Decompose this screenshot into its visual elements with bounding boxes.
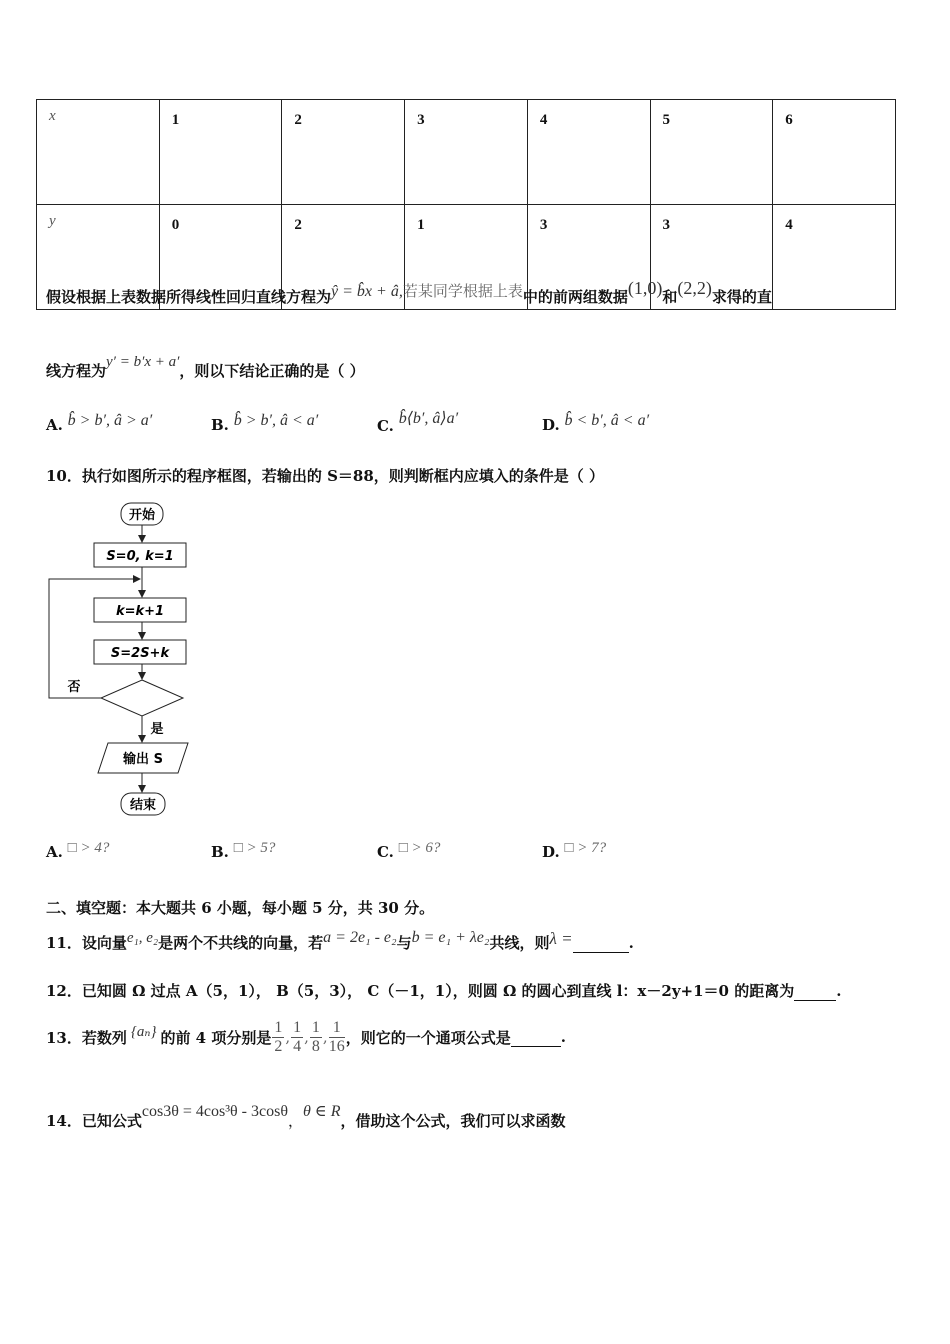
q11-vectors: e₁, e₂ (126, 930, 159, 946)
q9-option-b[interactable] (211, 412, 319, 435)
q10-option-c[interactable] (377, 840, 441, 862)
q9-and: 和 (662, 288, 678, 306)
q14-prefix: 14．已知公式 (46, 1112, 142, 1130)
option-label: A. (46, 416, 63, 434)
q9-option-d[interactable] (542, 412, 650, 435)
table-cell: 4 (773, 205, 896, 310)
option-text: □ > 6? (398, 840, 441, 856)
table-cell: y (37, 205, 160, 310)
q9-line1 (46, 278, 772, 307)
q9-line1-mid: 中的前两组数据 (522, 288, 628, 306)
option-label: B. (211, 843, 229, 861)
flow-step2-label: S=2S+k (110, 646, 170, 661)
option-label: D. (542, 843, 560, 861)
q9-line1-suffix: 求得的直 (711, 288, 772, 306)
q9-line2-prefix: 线方程为 (46, 362, 107, 380)
q13-sequence: {aₙ} (130, 1023, 157, 1040)
flow-no-label: 否 (67, 680, 81, 695)
q10-text: 10．执行如图所示的程序框图，若输出的 S＝88，则判断框内应填入的条件是（ ） (46, 467, 605, 485)
section-heading: 二、填空题：本大题共 6 小题，每小题 5 分，共 30 分。 (46, 899, 435, 917)
option-text: □ > 4? (67, 840, 110, 856)
q11-mid3: 共线，则 (489, 934, 550, 952)
table-cell: 2 (282, 100, 405, 205)
q12 (46, 980, 841, 1001)
q10-option-d[interactable] (542, 840, 607, 862)
q14-formula: cos3θ = 4cos³θ - 3cosθ (141, 1103, 288, 1120)
q9-gray-text: 若某同学根据上表 (402, 282, 523, 300)
flow-start-label: 开始 (128, 508, 156, 523)
q11-mid2: 与 (396, 934, 412, 952)
q9-option-a[interactable] (46, 412, 153, 435)
table-cell: 2 (282, 205, 405, 310)
answer-blank[interactable] (794, 1000, 836, 1001)
answer-blank[interactable] (573, 952, 629, 953)
table-cell: 3 (650, 205, 773, 310)
option-text: b̂ > b′, â < a′ (233, 412, 319, 429)
q13-mid: 的前 4 项分别是 (160, 1028, 272, 1047)
q11-eq-a: a = 2e₁ - e₂ (323, 929, 397, 946)
q10-option-a[interactable] (46, 840, 110, 862)
option-label: C. (377, 417, 394, 435)
table-cell: 3 (527, 205, 650, 310)
flow-decision-node (101, 680, 183, 716)
table-row (37, 100, 896, 205)
table-cell: 1 (159, 100, 282, 205)
q14-suffix: ，借助这个公式，我们可以求函数 (340, 1112, 566, 1130)
answer-blank[interactable] (511, 1028, 561, 1047)
table-cell: 3 (405, 100, 528, 205)
option-text: □ > 5? (233, 840, 276, 856)
q11-lambda: λ = (549, 929, 573, 948)
data-table (36, 99, 896, 310)
option-text: b̂⟨b′, â⟩a′ (398, 410, 459, 427)
q9-line2-suffix: ，则以下结论正确的是（ ） (179, 362, 365, 380)
flow-output-label: 输出 S (123, 752, 163, 767)
fraction: $\frac{1}{16}$ (328, 1018, 345, 1055)
option-label: C. (377, 843, 394, 861)
regression-equation: ŷ = b̂x + â, (331, 283, 403, 300)
flow-yes-label: 是 (150, 722, 164, 737)
table-cell: x (37, 100, 160, 205)
option-text: b̂ < b′, â < a′ (564, 412, 650, 429)
option-text: □ > 7? (564, 840, 607, 856)
q10-option-b[interactable] (211, 840, 276, 862)
point-2: (2,2) (677, 278, 712, 298)
flowchart (40, 498, 210, 823)
table-cell: 0 (159, 205, 282, 310)
q11-prefix: 11．设向量 (46, 934, 127, 952)
q9-option-c[interactable] (377, 410, 459, 436)
q14-condition: θ ∈ R (303, 1103, 341, 1120)
flow-loop-arrow (49, 579, 140, 698)
q13-prefix: 13．若数列 (46, 1028, 127, 1047)
table-cell: 6 (773, 100, 896, 205)
q9-line2 (46, 354, 365, 381)
flow-end-label: 结束 (129, 798, 157, 813)
flow-step1-label: k=k+1 (115, 604, 165, 619)
q12-text: 12．已知圆 Ω 过点 A（5，1）， B（5，3）， C（－1，1），则圆 Ω 的圆心到直线 l：x－2y+1＝0 的距离为 (46, 982, 795, 1000)
q12-end: . (836, 982, 842, 1000)
option-label: A. (46, 843, 63, 861)
option-label: D. (542, 416, 560, 434)
q11-eq-b: b = e₁ + λe₂ (411, 929, 490, 946)
q11-mid1: 是两个不共线的向量，若 (158, 934, 324, 952)
q13-end: . (560, 1028, 566, 1046)
q13-suffix: ，则它的一个通项公式是 (345, 1028, 511, 1047)
q9-line1-prefix: 假设根据上表数据所得线性回归直线方程为 (46, 288, 332, 306)
fraction: $\frac{1}{4}$ (293, 1018, 302, 1055)
q11-end: . (628, 934, 634, 952)
table-cell: 1 (405, 205, 528, 310)
fraction: $\frac{1}{2}$ (274, 1018, 283, 1055)
option-label: B. (211, 416, 229, 434)
flow-init-label: S=0, k=1 (106, 549, 174, 564)
table-cell: 5 (650, 100, 773, 205)
point-1: (1,0) (627, 278, 663, 298)
table-cell: 4 (527, 100, 650, 205)
fraction: $\frac{1}{8}$ (311, 1018, 320, 1055)
second-equation: y′ = b′x + a′ (106, 354, 180, 370)
q11 (46, 929, 634, 953)
q14: 14．已知公式cos3θ = 4cos³θ - 3cosθ，θ ∈ R，借助这个公式，我们可以求函数 (46, 1103, 566, 1130)
q13: 13．若数列 {aₙ} 的前 4 项分别是 $\frac{1}{2}$ , $\frac{1}{4}$ , $\frac{1}{8}$ , $\frac{1}{16}$ ，则它的一个通项公式是 . (46, 1018, 566, 1055)
option-text: b̂ > b′, â > a′ (67, 412, 153, 429)
